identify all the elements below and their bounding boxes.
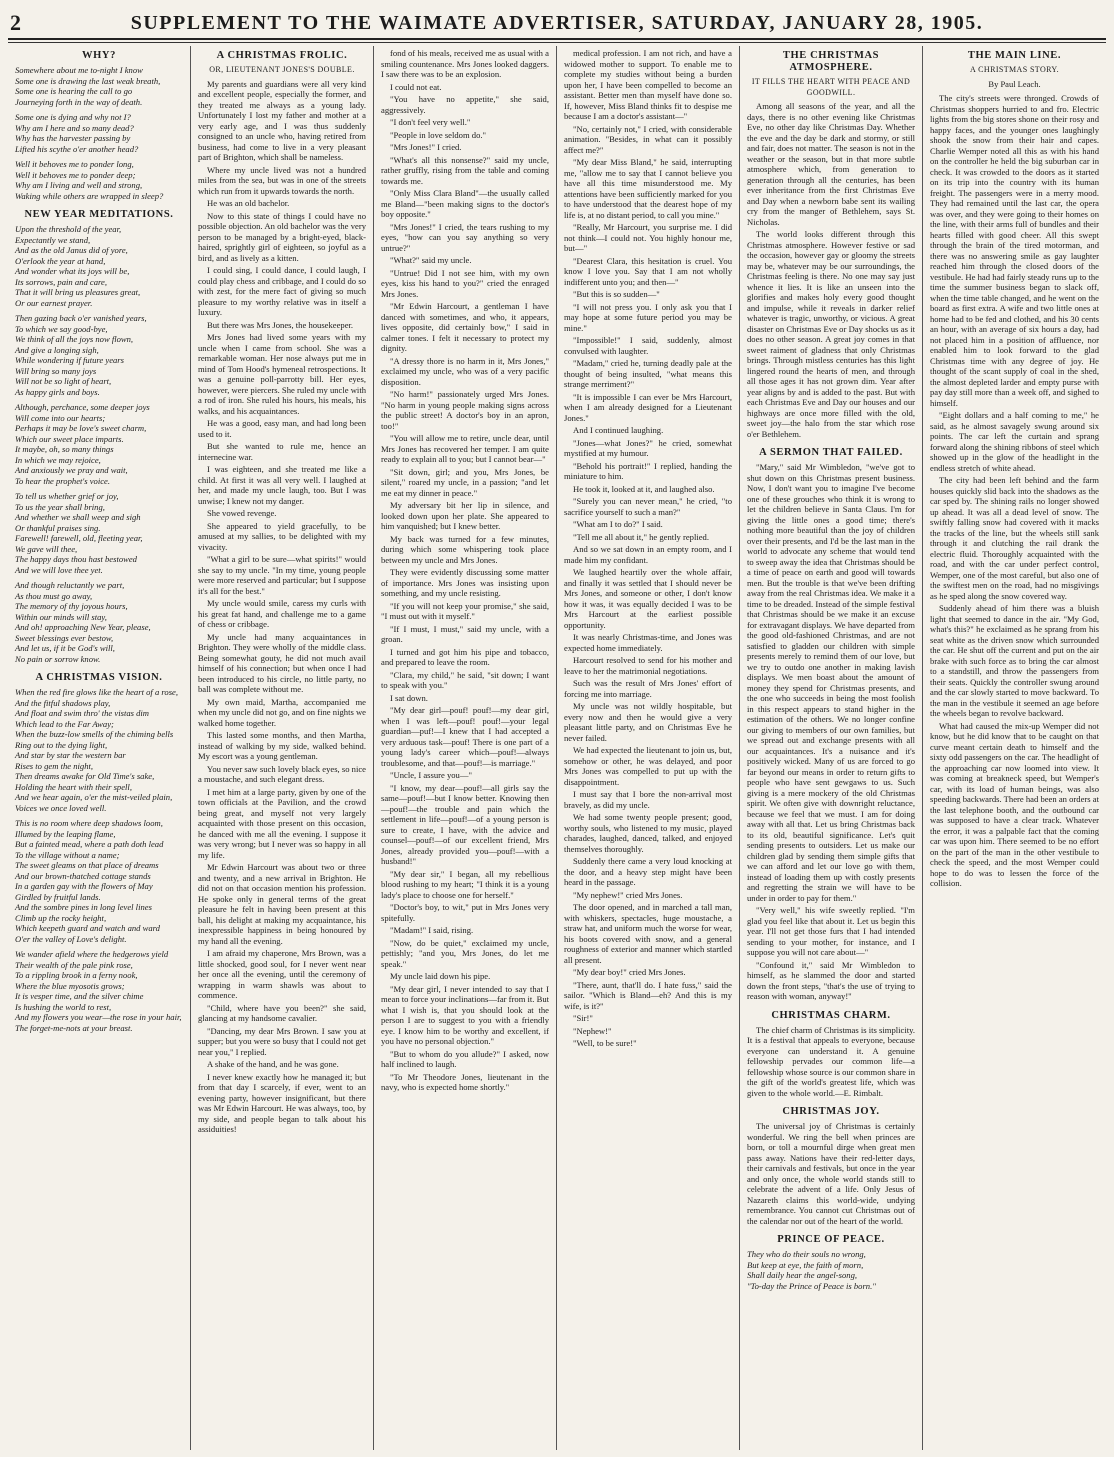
article-body	[747, 1121, 915, 1226]
verse-line: And let us, if it be God's will,	[15, 643, 115, 653]
verse-line: Within our minds will stay,	[15, 611, 107, 622]
verse-line: Expectantly we stand,	[15, 234, 91, 245]
verse-line: No pain or sorrow know.	[15, 653, 101, 664]
paragraph: He took it, looked at it, and laughed also.	[573, 483, 715, 494]
verse-line: Perhaps it may be love's sweet charm,	[15, 423, 147, 433]
poem	[747, 1249, 915, 1291]
paragraph: "Confound it," said Mr Wimbledon to himself, as he slammed the door and started down the front steps, "that's the use of trying to reason with woman, anyway!"	[747, 959, 915, 1001]
paragraph: "Now, do be quiet," exclaimed my uncle, pettishly; "and you, Mrs Jones, do let me speak."	[381, 937, 549, 969]
verse-line: Climb up the rocky height,	[15, 912, 107, 923]
paragraph: "My dear sir," I began, all my rebellious blood rushing to my heart; "I think it is a young lady's place to choose one for herself."	[381, 868, 549, 900]
verse-line: But keep at eye, the faith of morn,	[747, 1259, 864, 1270]
poem	[15, 687, 183, 1033]
paragraph: "Uncle, I assure you—"	[390, 770, 472, 780]
paragraph: But there was Mrs Jones, the housekeeper.	[207, 319, 354, 330]
paragraph: "Mr Edwin Harcourt, a gentleman I have danced with sometimes, and who, it appears, lives opposite, did certainly bow," I said in calmer tones. I felt it necessary to protect my dignity.	[381, 301, 549, 353]
verse-line: Or our earnest prayer.	[15, 297, 93, 308]
verse-line: That it will bring us pleasures great,	[15, 287, 141, 297]
paragraph: Among all seasons of the year, and all the days, there is no other evening like Christmas Eve, no other day like Christmas Day. Whether the eve and the day be dark and stormy, or still and fair, does not matter. The season is not in the weather or the season, but in that more subtle atmosphere which, from generation to generation through all the centuries, has been ever inheritance from the first Christmas Eve and Day when a newborn babe sent its wailing cry from the manger of Bethlehem, says St. Nicholas.	[747, 101, 915, 227]
verse-line: Then dreams awake for Old Time's sake,	[15, 771, 155, 781]
paragraph: "Sit down, girl; and you, Mrs Jones, be silent," roared my uncle, in a passion; "and let me eat my dinner in peace."	[381, 466, 549, 498]
article-byline: By Paul Leach.	[988, 78, 1041, 89]
verse-line: Will bring so many joys	[15, 365, 97, 376]
paragraph: My own maid, Martha, accompanied me when my uncle did not go, and on fine nights we walked home together.	[198, 696, 366, 728]
verse-line: Some one is hearing the call to go	[15, 86, 133, 96]
verse-line: To tell us whether grief or joy,	[15, 491, 119, 501]
verse-line: To hear the prophet's voice.	[15, 475, 111, 486]
article-headline: A SERMON THAT FAILED.	[759, 447, 903, 458]
verse-line: It maybe, oh, so many things	[15, 444, 114, 454]
verse-line: The sweet gleams on that place of dreams	[15, 860, 159, 870]
verse-line: And float and swim thro' the vistas dim	[15, 708, 150, 718]
article-subheadline: OR, LIEUTENANT JONES'S DOUBLE.	[209, 65, 355, 74]
paragraph: I am afraid my chaperone, Mrs Brown, was a little shocked, good soul, for I never went near her once all the evening, until the ceremony of wrapping in warm shawls was about to commence.	[198, 948, 366, 1000]
paragraph: And I continued laughing.	[573, 425, 664, 435]
paragraph: "If you will not keep your promise," she said, "I must out with it myself."	[381, 600, 549, 621]
paragraph: "To Mr Theodore Jones, lieutenant in the navy, who is expected home shortly."	[381, 1071, 549, 1092]
masthead-rule	[8, 42, 1106, 43]
paragraph: I could sing, I could dance, I could laugh, I could play chess and cribbage, and I could do so with zest, for the mere fact of giving so much pleasure to my worthy relative was in itself a luxury.	[198, 265, 366, 317]
paragraph: The universal joy of Christmas is certainly wonderful. We ring the bell when princes are born, or toll a mournful dirge when great men pass away. Nations have their red-letter days, their carnivals and festivals, but once in the year and only once, the whole world stands still to celebrate the advent of a life. Only Jesus of Nazareth claims this world-wide, undying remembrance. You cannot cut Christmas out of the calendar nor out of the heart of the world.	[747, 1121, 915, 1226]
verse-line: O'er the valley of Love's delight.	[15, 933, 127, 944]
verse-line: And as the old Janus did of yore,	[15, 245, 128, 255]
verse-line: While wondering if future years	[15, 355, 124, 365]
paragraph: I must say that I bore the non-arrival most bravely, as did my uncle.	[564, 789, 732, 810]
column-3	[374, 46, 557, 1450]
verse-line: Farewell! farewell, old, fleeting year,	[15, 533, 143, 543]
verse-line: And we hear again, o'er the mist-veiled plain,	[15, 792, 173, 802]
paragraph: We had some twenty people present; good, worthy souls, who listened to my music, played charades, laughed, danced, talked, and enjoyed themselves thoroughly.	[564, 812, 732, 854]
article-headline: THE MAIN LINE.	[967, 50, 1062, 61]
column-5	[740, 46, 923, 1450]
paragraph: "Dearest Clara, this hesitation is cruel. You know I love you. Say that I am not wholly indifferent unto you; and then—"	[564, 255, 732, 287]
article-headline: PRINCE OF PEACE.	[777, 1234, 885, 1245]
verse-line: Somewhere about me to-night I know	[15, 65, 143, 75]
paragraph: "No harm!" passionately urged Mrs Jones. "No harm in young people making signs across the public street! A doctor's boy in an apron, too!"	[381, 389, 549, 431]
verse-line: Which our sweet place imparts.	[15, 433, 124, 444]
paragraph: Now to this state of things I could have no possible objection. An old bachelor was the very person to be managed by a bright-eyed, black-haired, sprightly girl of eighteen, so joyful as a bird, and as lively as a kitten.	[198, 210, 366, 263]
paragraph: You never saw such lovely black eyes, so nice a moustache, and such elegant dress.	[198, 763, 366, 784]
verse-line: And wonder what its joys will be,	[15, 266, 130, 276]
verse-line: Girdled by fruitful lands.	[15, 891, 101, 902]
verse-line: And we will love thee yet.	[15, 564, 103, 575]
paragraph: I met him at a large party, given by one of the town officials at the Pavilion, and the crowd being great, and myself not very largely acquainted with those present on this occasion, he danced with me all the evening. I suppose it was very wrong; but I never was so happy in all my life.	[198, 786, 366, 860]
paragraph: "What am I to do?" I said.	[573, 519, 663, 529]
verse-line: Which lead to the Far Away;	[15, 718, 114, 729]
paragraph: "Doctor's boy, to wit," put in Mrs Jones very spitefully.	[381, 902, 549, 923]
paragraph: "Behold his portrait!" I replied, handing the miniature to him.	[564, 460, 732, 481]
paragraph: "Impossible!" I said, suddenly, almost convulsed with laughter.	[564, 335, 732, 356]
paragraph: "Mrs Jones!" I cried.	[390, 142, 462, 152]
article-body	[747, 1025, 915, 1099]
verse-line: To which we say good-bye,	[15, 323, 108, 334]
paragraph: The door opened, and in marched a tall man, with whiskers, spectacles, huge moustache, a straw hat, and uniform much the worse for wear, his boots covered with snow, and a general roughness of exterior and manner which startled all present.	[564, 902, 732, 965]
verse-line: Well it behoves me to ponder deep;	[15, 169, 136, 180]
article-subheadline: A CHRISTMAS STORY.	[970, 65, 1059, 74]
paragraph: I never knew exactly how he managed it; but from that day I scarcely, if ever, went to an evening party, however insignificant, but there was Mr Edwin Harcourt. He was always, too, by my side, and people began to talk about his assiduities!	[198, 1071, 366, 1134]
verse-line: Will not be so light of heart,	[15, 376, 112, 386]
stanza	[15, 65, 183, 107]
paragraph: Such was the result of Mrs Jones' effort of forcing me into marriage.	[564, 678, 732, 699]
article-headline: A CHRISTMAS FROLIC.	[216, 50, 348, 61]
paragraph: My adversary bit her lip in silence, and looked down upon her plate. She appeared to him vanquished; but I knew better.	[381, 500, 549, 531]
verse-line: And the fitful shadows play,	[15, 697, 111, 708]
paragraph: We had expected the lieutenant to join us, but, somehow or other, he was delayed, and poor Mrs Jones was compelled to put up with the disappointment.	[564, 745, 732, 787]
paragraph: "Really, Mr Harcourt, you surprise me. I did not think—I could not. You highly honour me, but—"	[564, 222, 732, 253]
verse-line: "To-day the Prince of Peace is born."	[747, 1280, 876, 1291]
verse-line: Well it behoves me to ponder long,	[15, 159, 134, 169]
stanza	[15, 224, 183, 308]
article-headline: CHRISTMAS CHARM.	[771, 1009, 891, 1021]
paragraph: "It is impossible I can ever be Mrs Harcourt, when I am already designed for a Lieutenant Jones."	[564, 391, 732, 423]
paragraph: "My nephew!" cried Mrs Jones.	[573, 889, 683, 900]
paragraph: "Well, to be sure!"	[573, 1038, 637, 1048]
verse-line: And our brown-thatched cottage stands	[15, 870, 151, 881]
stanza	[15, 818, 183, 944]
paragraph: "Surely you can never mean," he cried, "to sacrifice yourself to such a man?"	[564, 496, 732, 517]
verse-line: And the sombre pines in long level lines	[15, 902, 152, 912]
masthead	[8, 8, 1106, 40]
paragraph: Suddenly there came a very loud knocking at the door, and a heavy step might have been heard in the passage.	[564, 856, 732, 887]
verse-line: Some one is dying and why not I?	[15, 112, 131, 122]
paragraph: Where my uncle lived was not a hundred miles from the sea, but was in one of the streets which run from it upwards towards the north.	[198, 164, 366, 196]
verse-line: Then gazing back o'er vanished years,	[15, 313, 147, 323]
verse-line: The happy days thou hast bestowed	[15, 554, 137, 564]
verse-line: But a fainted mead, where a path doth lead	[15, 839, 164, 849]
column-2	[191, 46, 374, 1450]
paragraph: "I will not press you. I only ask you that I may hope at some future period you may be mine."	[564, 301, 732, 333]
paragraph: Harcourt resolved to send for his mother and leave to her the matrimonial negotiations.	[564, 655, 732, 676]
article-subheadline: IT FILLS THE HEART WITH PEACE AND GOODWILL.	[751, 77, 911, 97]
verse-line: Voices we once loved well.	[15, 802, 107, 813]
newspaper-title: SUPPLEMENT TO THE WAIMATE ADVERTISER, SATURDAY, JANUARY 28, 1905.	[130, 12, 984, 34]
article-headline: WHY?	[82, 50, 116, 61]
paragraph: My parents and guardians were all very kind and excellent people, especially the former, and they treated me always as a young lady. Unfortunately I lost my father and mother at a very early age, and I was thus suddenly consigned to an uncle who, having retired from business, had come to live in a very pleasant part of Brighton, which shall be nameless.	[198, 78, 366, 162]
verse-line: Ring out to the dying light,	[15, 739, 108, 750]
stanza	[15, 313, 183, 397]
verse-line: Why has the harvester passing by	[15, 133, 131, 143]
paragraph: "Nephew!"	[573, 1025, 612, 1036]
paragraph: It was nearly Christmas-time, and Jones was expected home immediately.	[564, 632, 732, 653]
verse-line: We wander afield where the hedgerows yield	[15, 949, 169, 959]
verse-line: To the village without a name;	[15, 849, 120, 860]
paragraph: A shake of the hand, and he was gone.	[207, 1059, 339, 1069]
paragraph: "Dancing, my dear Mrs Brown. I saw you at supper; but you were so busy that I could not get near you," I replied.	[198, 1025, 366, 1057]
page-number: 2	[10, 10, 21, 35]
paragraph: "Only Miss Clara Bland"—the usually called me Bland—"been making signs to the doctor's boy opposite."	[381, 188, 549, 219]
verse-line: And give a longing sigh,	[15, 344, 99, 355]
paragraph: "You will allow me to retire, uncle dear, until Mrs Jones has recovered her temper. I am quite ready to explain all to you; but I cannot bear—"	[381, 433, 549, 464]
article-headline: A CHRISTMAS VISION.	[35, 672, 163, 683]
article-body	[747, 101, 915, 439]
stanza	[15, 949, 183, 1033]
verse-line: To a rippling brook in a ferny nook,	[15, 970, 138, 980]
paragraph: He was an old bachelor.	[207, 198, 290, 208]
paragraph: "My dear boy!" cried Mrs Jones.	[573, 967, 686, 977]
verse-line: The memory of thy joyous hours,	[15, 601, 128, 611]
verse-line: And my flowers you wear—the rose in your hair,	[15, 1012, 182, 1022]
stanza	[15, 687, 183, 813]
paragraph: "If I must, I must," said my uncle, with a groan.	[381, 623, 549, 644]
paragraph: What had caused the mix-up Wemper did not know, but he did know that to be caught on that curve meant certain death to himself and the sixty odd passengers on the car. The headlight of the approaching car now loomed into view. It was coming at breakneck speed, but Wemper's car, with its load of human beings, was also speeding backwards. There had been an orders at the last telephone booth, and the outbound car was supposed to have a clear track. Whatever the error, it was a palpable fact that the coming car was upon him. There seemed to be no effort on the part of the man in the other vestibule to check the speed, and the most Wemper could hope to do was to lessen the force of the collision.	[930, 720, 1099, 888]
verse-line: Although, perchance, some deeper joys	[15, 402, 150, 412]
paragraph: My back was turned for a few minutes, during which some whispering took place between my uncle and Mrs Jones.	[381, 533, 549, 565]
paragraph: "I don't feel very well."	[390, 117, 471, 127]
verse-line: This is no room where deep shadows loom,	[15, 818, 163, 828]
verse-line: Or thankful praises sing.	[15, 522, 101, 533]
stanza	[15, 580, 183, 664]
verse-line: Why am I here and so many dead?	[15, 122, 134, 133]
paragraph: "My dear girl—pouf! pouf!—my dear girl, when I was left—pouf! pouf!—your legal guardian—puf!—I knew that I had accepted a very arduous task—pouf! There is one part of a young lady's career which—pouf!—always troublesome, and that—pouf!—is marriage."	[381, 705, 549, 768]
paragraph: "Jones—what Jones?" he cried, somewhat mystified at my humour.	[564, 437, 732, 458]
paragraph: I turned and got him his pipe and tobacco, and prepared to leave the room.	[381, 646, 549, 667]
paragraph: "A dressy thore is no harm in it, Mrs Jones," exclaimed my uncle, who was of a very pacific disposition.	[381, 355, 549, 387]
verse-line: Its sorrows, pain and care,	[15, 276, 107, 287]
article-headline: CHRISTMAS JOY.	[782, 1106, 880, 1117]
verse-line: We think of all the joys now flown,	[15, 334, 134, 344]
stanza	[15, 159, 183, 201]
verse-line: Which keepeth guard and watch and ward	[15, 923, 160, 933]
paragraph: "Madam," cried he, turning deadly pale at the thought of being insulted, "what means this strange merriment?"	[564, 358, 732, 389]
verse-line: As thou must go away,	[15, 590, 93, 601]
paragraph: Suddenly ahead of him there was a bluish light that seemed to dance in the air. "My God, what's this?" he exclaimed as he sprang from his seat white as the driven snow which surrounded the car. He shut off the current and put on the air brake with such force as to bring the car almost to a standstill, and throw the passengers from their seats. Quickly the controller swung around and the car slowly started to move backward. To the man in the vestibule it seemed an age before the wheels began to revolve backward.	[930, 603, 1099, 718]
verse-line: And star by star the western bar	[15, 750, 126, 760]
paragraph: "Clara, my child," he said, "sit down; I want to speak with you."	[381, 669, 549, 690]
verse-line: In which we may rejoice,	[15, 454, 101, 465]
verse-line: Will come into our hearts;	[15, 412, 106, 423]
paragraph: Mr Edwin Harcourt was about two or three and twenty, and a new arrival in Brighton. He did not on that occasion mention his profession. He spoke only in general terms of the great pleasure he felt in having been present at this ball, his delight at making my acquaintance, his inexpressible happiness in being honoured by my hand all the evening.	[198, 862, 366, 946]
paragraph: My uncle had many acquaintances in Brighton. They were wholly of the middle class. Being somewhat gouty, he did not much avail himself of his connection; but when once I had been introduced to his circle, no little party, no ball was complete without me.	[198, 631, 366, 694]
paragraph: And so we sat down in an empty room, and I made him my confidant.	[564, 544, 732, 565]
paragraph: "But this is so sudden—"	[573, 289, 660, 299]
verse-line: Rises to gem the night,	[15, 760, 94, 771]
paragraph: "My dear Miss Bland," he said, interrupting me, "allow me to say that I cannot believe you have all this time misunderstood me. My attentions have been sufficiently marked for you to have understood that the dearest hope of my life is, at no distant period, to call you mine."	[564, 157, 732, 220]
paragraph: The world looks different through this Christmas atmosphere. However festive or sad the occasion, however gay or gloomy the streets may be, whatever may be our surroundings, the Christmas feeling is there. No one may say just whence it lies. It is like an unseen into the glorifies and makes holy every good thought and impulse, while it reveals in darker relief whatever is tragic, unworthy, or vicious. A great disaster on Christmas Eve or Day shocks us as it does no other season. A great joy comes in that sweet raiment of gladness that only Christmas brings. Through mistless centuries has this light lingered round the hearts of men, and through all those ages it has not grown dim. Year after year aligns by and is added to the past. But with each Christmas Eve and Day our houses and our highways are once more filled with the old, sweet joy—the halo from the star which rose o'er Bethlehem.	[747, 229, 915, 439]
paragraph: "Mary," said Mr Wimbledon, "we've got to shut down on this Christmas present business. Now, I don't want you to imagine I've become one of these grouches who think it is wrong to let the children believe in Santa Claus. I'm for giving the little ones a good time; there's nothing more beautiful than the joy of children over their presents, and I'd be the last man in the world to advocate any scheme that would tend to sweep away the idea that Christmas should be a time of peace on earth and good will towards men. But the trouble is that we've been drifting away from the real Christmas idea. We make it a time to be dreaded. Instead of the simple festival that Christmas should be we make it an excuse for extravagant displays. We have departed from the good old-fashioned Christmas, and are not satisfied to gladden our children with simple presents merely to remind them of our love, but we try to outdo one another in making lavish displays. We men boast about the amount of money they spend for Christmas presents, and the one who succeeds in being the most foolish in this respect appears to stand higher in the estimation of the others. We no longer confine our giving to members of our own families, but we spread out and exchange presents with all our acquaintances. It's a nuisance and it's positively wicked. Many of us are forced to go far beyond our means in order to return gifts to people who have sent gewgaws to us. Such giving is a mere mockery of the old Christmas spirit. We often give with downright reluctance, because we feel that we must. I am for doing away with all that. Let us bring Christmas back to its old, beautiful significance. Let's quit sending presents to outsiders. Let us make our children glad by sending them simple gifts that we can afford and let our love go with them, instead of loading them up with costly presents and regretting the strain we will have to be under in order to pay for them."	[747, 462, 915, 903]
verse-line: Journeying forth in the way of death.	[15, 96, 143, 107]
verse-line: And whether we shall weep and sigh	[15, 512, 141, 522]
verse-line: Some one is drawing the last weak breath,	[15, 75, 161, 86]
verse-line: And anxiously we pray and wait,	[15, 465, 128, 475]
article-body	[198, 79, 366, 1135]
verse-line: To us the year shall bring,	[15, 501, 105, 512]
verse-line: Waking while others are wrapped in sleep?	[15, 190, 164, 201]
paragraph: "Very well," his wife sweetly replied. "I'm glad you feel like that about it. Let us begin this year. I'll not get those furs that I had intended sending to your mother, for instance, and I suppose you will not care about—"	[747, 905, 915, 957]
paragraph: "What a girl to be sure—what spirits!" would she say to my uncle. "In my time, young people were more reserved and particular; but I suppose it's all for the best."	[198, 554, 366, 596]
article-body	[381, 48, 549, 1093]
verse-line: Holding the heart with their spell,	[15, 781, 132, 792]
verse-line: Why am I living and well and strong,	[15, 180, 143, 190]
paragraph: "Eight dollars and a half coming to me," he said, as he almost savagely swung around six points. The car left the curtain and sprang forward along the shining ribbons of steel which showed up in the glow of the headlight in the endless stretch of white ahead.	[930, 410, 1099, 473]
verse-line: Sweet blessings ever bestow,	[15, 632, 114, 643]
verse-line: O'erlook the year at hand,	[15, 255, 106, 266]
paragraph: They were evidently discussing some matter of importance. Mrs Jones was insisting upon something, and my uncle resisting.	[381, 567, 549, 598]
paragraph: The city's streets were thronged. Crowds of Christmas shoppers hurried to and fro. Electric lights from the big stores shone on their rosy and happy faces, and the younger ones laughingly shook the snow from their hair and capes. Charlie Wemper noted all this as with his hand on the controller he held the big suburban car in check. It was crowded to the doors as it started on its trip into the country with its human freight. The passengers were in a merry mood. They had remained until the last car, the opera was over, and they were going to their homes on the line, with their arms full of bundles and their hearts filled with good cheer. All this swept through the brain of the tired motorman, and there was no answering smile as gay laughter reached him through the closed doors of the vestibule. He had had fairly steady runs up to the time the summer business began to slack off, when the time table changed, and he went on the board as first extra. A wife and two little ones at home had to be fed and clothed, and his 30 cents an hour, with an average of six hours a day, had not placed him in a position of affluence, nor enabled him to look forward to the glad Christmas time with any degree of joy. He thought of the scant supply of coal in the shed, the almost depleted larder and empty purse with pay day still more than a week off, and sighed to himself.	[930, 93, 1099, 408]
paragraph: But she wanted to rule me, hence an internecine war.	[198, 441, 366, 462]
paragraph: "Mrs Jones!" I cried, the tears rushing to my eyes, "how can you say anything so very untrue?"	[381, 221, 549, 253]
paragraph: He was a good, easy man, and had long been used to it.	[198, 418, 366, 439]
paragraph: "Child, where have you been?" she said, glancing at my handsome cavalier.	[198, 1002, 366, 1023]
verse-line: When the red fire glows like the heart of a rose,	[15, 687, 179, 697]
paragraph: "But to whom do you allude?" I asked, now half inclined to laugh.	[381, 1048, 549, 1069]
paragraph: Mrs Jones had lived some years with my uncle when I came from school. She was a remarkable woman. Her nose always put me in mind of Tom Hood's hymeneal retrospections. It was a genuine poll-parrotty bill. Her eyes, however, were piercers. She ruled my uncle with a rod of iron. She ruled his hours, his meals, his walks, and his acquaintances.	[198, 332, 366, 416]
verse-line: Where the blue myosotis grows;	[15, 980, 125, 991]
paragraph: I was eighteen, and she treated me like a child. At first it was all very well. I laughed at her, and made my uncle laugh, too. But I was unwise; I knew not my danger.	[198, 464, 366, 506]
paragraph: "No, certainly not," I cried, with considerable animation. "Besides, in what can it possibly affect me?"	[564, 123, 732, 155]
stanza	[747, 1249, 915, 1291]
verse-line: When the buzz-low smells of the chiming bells	[15, 729, 174, 739]
paragraph: My uncle was not wildly hospitable, but every now and then he would give a very pleasant little party, and on Christmas Eve he never failed.	[564, 701, 732, 743]
paragraph: We laughed heartily over the whole affair, and finally it was settled that I should never be Mrs Jones, and someone or other, I don't know how it was, it was equally decided I was to be Mrs Harcourt at the earliest possible opportunity.	[564, 567, 732, 630]
paragraph: "Sir!"	[573, 1013, 593, 1023]
paragraph: "What's all this nonsense?" said my uncle, rather gruffly, rising from the table and coming towards me.	[381, 154, 549, 186]
verse-line: And oh! approaching New Year, please,	[15, 622, 151, 632]
article-headline: NEW YEAR MEDITATIONS.	[24, 209, 174, 220]
paragraph: "You have no appetite," she said, aggressively.	[381, 94, 549, 115]
paragraph: The city had been left behind and the farm houses quickly slid back into the shadows as the car sped by. The shining rails no longer showed up ahead. It was all a dead level of snow. The swiftly falling snow had covered with it macks the tracks of the line, but the wheels still sank through it and clutching the rail drank the electric fluid. Thoroughly acquainted with the road, and with the car under perfect control, Wemper, one of the most careful, but also one of the swiftest men on the road, had no misgivings as he sped along the snow covered way.	[930, 475, 1099, 601]
paragraph: My uncle would smile, caress my curls with his great fat hand, and challenge me to a game of chess or cribbage.	[198, 598, 366, 629]
article-columns	[8, 46, 1106, 1450]
article-headline: THE CHRISTMAS ATMOSPHERE.	[782, 50, 880, 73]
paragraph: "My dear girl, I never intended to say that I mean to force your inclinations—far from it. But what I wish is, that you should look at the person I are to suggest to you with a friendly eye. I know him to be worthy and excellent, if you have no personal objection."	[381, 983, 550, 1046]
paragraph: "What?" said my uncle.	[390, 255, 472, 265]
article-body	[564, 48, 732, 1049]
paragraph: This lasted some months, and then Martha, instead of walking by my side, walked behind. My escort was a young gentleman.	[198, 730, 366, 761]
article-body	[747, 462, 915, 1002]
verse-line: They who do their souls no wrong,	[747, 1249, 866, 1259]
verse-line: Lifted his scythe o'er another head?	[15, 143, 139, 154]
paragraph: "Madam!" I said, rising.	[390, 925, 474, 935]
paragraph: The chief charm of Christmas is its simplicity. It is a festival that appeals to everyone, because everyone can understand it. A genuine fellowship pervades our common life—a fellowship whose source is our common share in the gift of the world's greatest life, which was given to the whole world.—E. Rimbalt.	[747, 1024, 915, 1098]
paragraph: My uncle laid down his pipe.	[390, 971, 491, 981]
verse-line: Their wealth of the pale pink rose,	[15, 959, 133, 970]
paragraph: fond of his meals, received me as usual with a smiling countenance. Mrs Jones looked daggers. I saw there was to be an explosion.	[381, 48, 549, 79]
verse-line: It is vesper time, and the silver chime	[15, 991, 144, 1001]
column-4	[557, 46, 740, 1450]
paragraph: "People in love seldom do."	[390, 129, 487, 140]
verse-line: We gave will thee,	[15, 543, 78, 554]
paragraph: I could not eat.	[390, 81, 442, 92]
verse-line: Is hushing the world to rest,	[15, 1001, 112, 1012]
stanza	[15, 112, 183, 154]
verse-line: Upon the threshold of the year,	[15, 224, 122, 234]
verse-line: And though reluctantly we part,	[15, 580, 125, 590]
stanza	[15, 402, 183, 486]
poem	[15, 65, 183, 201]
verse-line: The forget-me-nots at your breast.	[15, 1022, 133, 1033]
paragraph: "There, aunt, that'll do. I hate fuss," said the sailor. "Which is Bland—eh? And this is my wife, is it?"	[564, 979, 732, 1011]
paragraph: She appeared to yield gracefully, to be amused at my sallies, to be delighted with my vivacity.	[198, 520, 366, 552]
paragraph: I sat down.	[390, 692, 428, 703]
article-body	[930, 93, 1099, 889]
verse-line: Illumed by the leaping flame,	[15, 828, 116, 839]
paragraph: medical profession. I am not rich, and have a widowed mother to support. To enable me to complete my studies without being a burden upon her, I have been compelled to become an assistant. Better men than myself have done so. If, however, Miss Bland thinks fit to despise me because I am a doctor's assistant—"	[564, 48, 732, 121]
column-6	[923, 46, 1106, 1450]
verse-line: In a garden gay with the flowers of May	[15, 881, 153, 891]
poem	[15, 224, 183, 664]
verse-line: As happy girls and boys.	[15, 386, 100, 397]
paragraph: "Tell me all about it," he gently replied.	[573, 531, 709, 542]
verse-line: Shall daily hear the angel-song,	[747, 1270, 858, 1280]
paragraph: She vowed revenge.	[207, 508, 277, 518]
paragraph: "I know, my dear—pouf!—all girls say the same—pouf!—but I know better. Knowing then—pouf!—the trouble and pain which the settlement in life—pouf!—of a young person is sure to create, I have, with the advice and counsel—pouf!—of our excellent friend, Mrs Jones, already provided you—pouf!—with a husband!"	[381, 782, 549, 866]
paragraph: "Untrue! Did I not see him, with my own eyes, kiss his hand to you?" cried the enraged Mrs Jones.	[381, 267, 549, 299]
column-1	[8, 46, 191, 1450]
stanza	[15, 491, 183, 575]
